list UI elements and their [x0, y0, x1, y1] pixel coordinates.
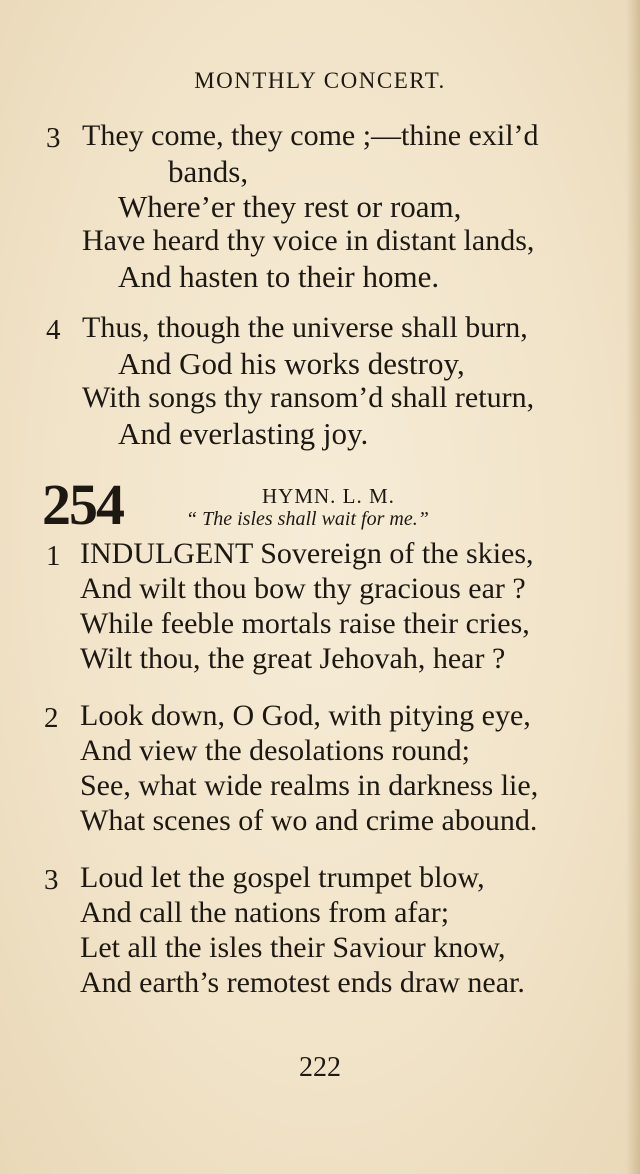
verse-line: And view the desolations round; — [80, 734, 470, 767]
verse-line: They come, they come ;—thine exil’d — [82, 119, 539, 152]
verse-line: Look down, O God, with pitying eye, — [80, 699, 531, 732]
verse-line: bands, — [168, 154, 249, 189]
verse-line: And call the nations from afar; — [80, 896, 450, 929]
verse-line: And wilt thou bow thy gracious ear ? — [80, 572, 526, 605]
verse-line: Thus, though the universe shall burn, — [82, 311, 528, 344]
hymn-title: HYMN. L. M. — [262, 484, 395, 508]
verse-line: Have heard thy voice in distant lands, — [82, 224, 535, 257]
verse-line: Loud let the gospel trumpet blow, — [80, 861, 485, 894]
running-header: MONTHLY CONCERT. — [194, 68, 446, 93]
verse-line: And earth’s remotest ends draw near. — [80, 966, 525, 999]
verse-line: And hasten to their home. — [118, 259, 440, 294]
verse-line: Wilt thou, the great Jehovah, hear ? — [80, 642, 506, 675]
verse-line: While feeble mortals raise their cries, — [80, 607, 530, 640]
page-number: 222 — [299, 1052, 341, 1083]
verse-line: Where’er they rest or roam, — [118, 189, 462, 224]
hymn-epigraph: “ The isles shall wait for me.” — [186, 508, 429, 530]
verse-line: And everlasting joy. — [118, 416, 369, 451]
verse-line: INDULGENT Sovereign of the skies, — [80, 537, 534, 570]
stanza-number: 1 — [46, 540, 61, 572]
verse-line: What scenes of wo and crime abound. — [80, 804, 538, 837]
stanza-number: 2 — [44, 702, 59, 734]
verse-line: Let all the isles their Saviour know, — [80, 931, 506, 964]
stanza-number: 4 — [46, 314, 61, 346]
verse-line: With songs thy ransom’d shall return, — [82, 381, 535, 414]
stanza-number: 3 — [44, 864, 59, 896]
stanza-number: 3 — [46, 122, 61, 154]
verse-line: And God his works destroy, — [118, 346, 465, 381]
hymn-number: 254 — [42, 472, 123, 537]
page-edge-shadow — [626, 0, 640, 1174]
verse-line: See, what wide realms in darkness lie, — [80, 769, 539, 802]
